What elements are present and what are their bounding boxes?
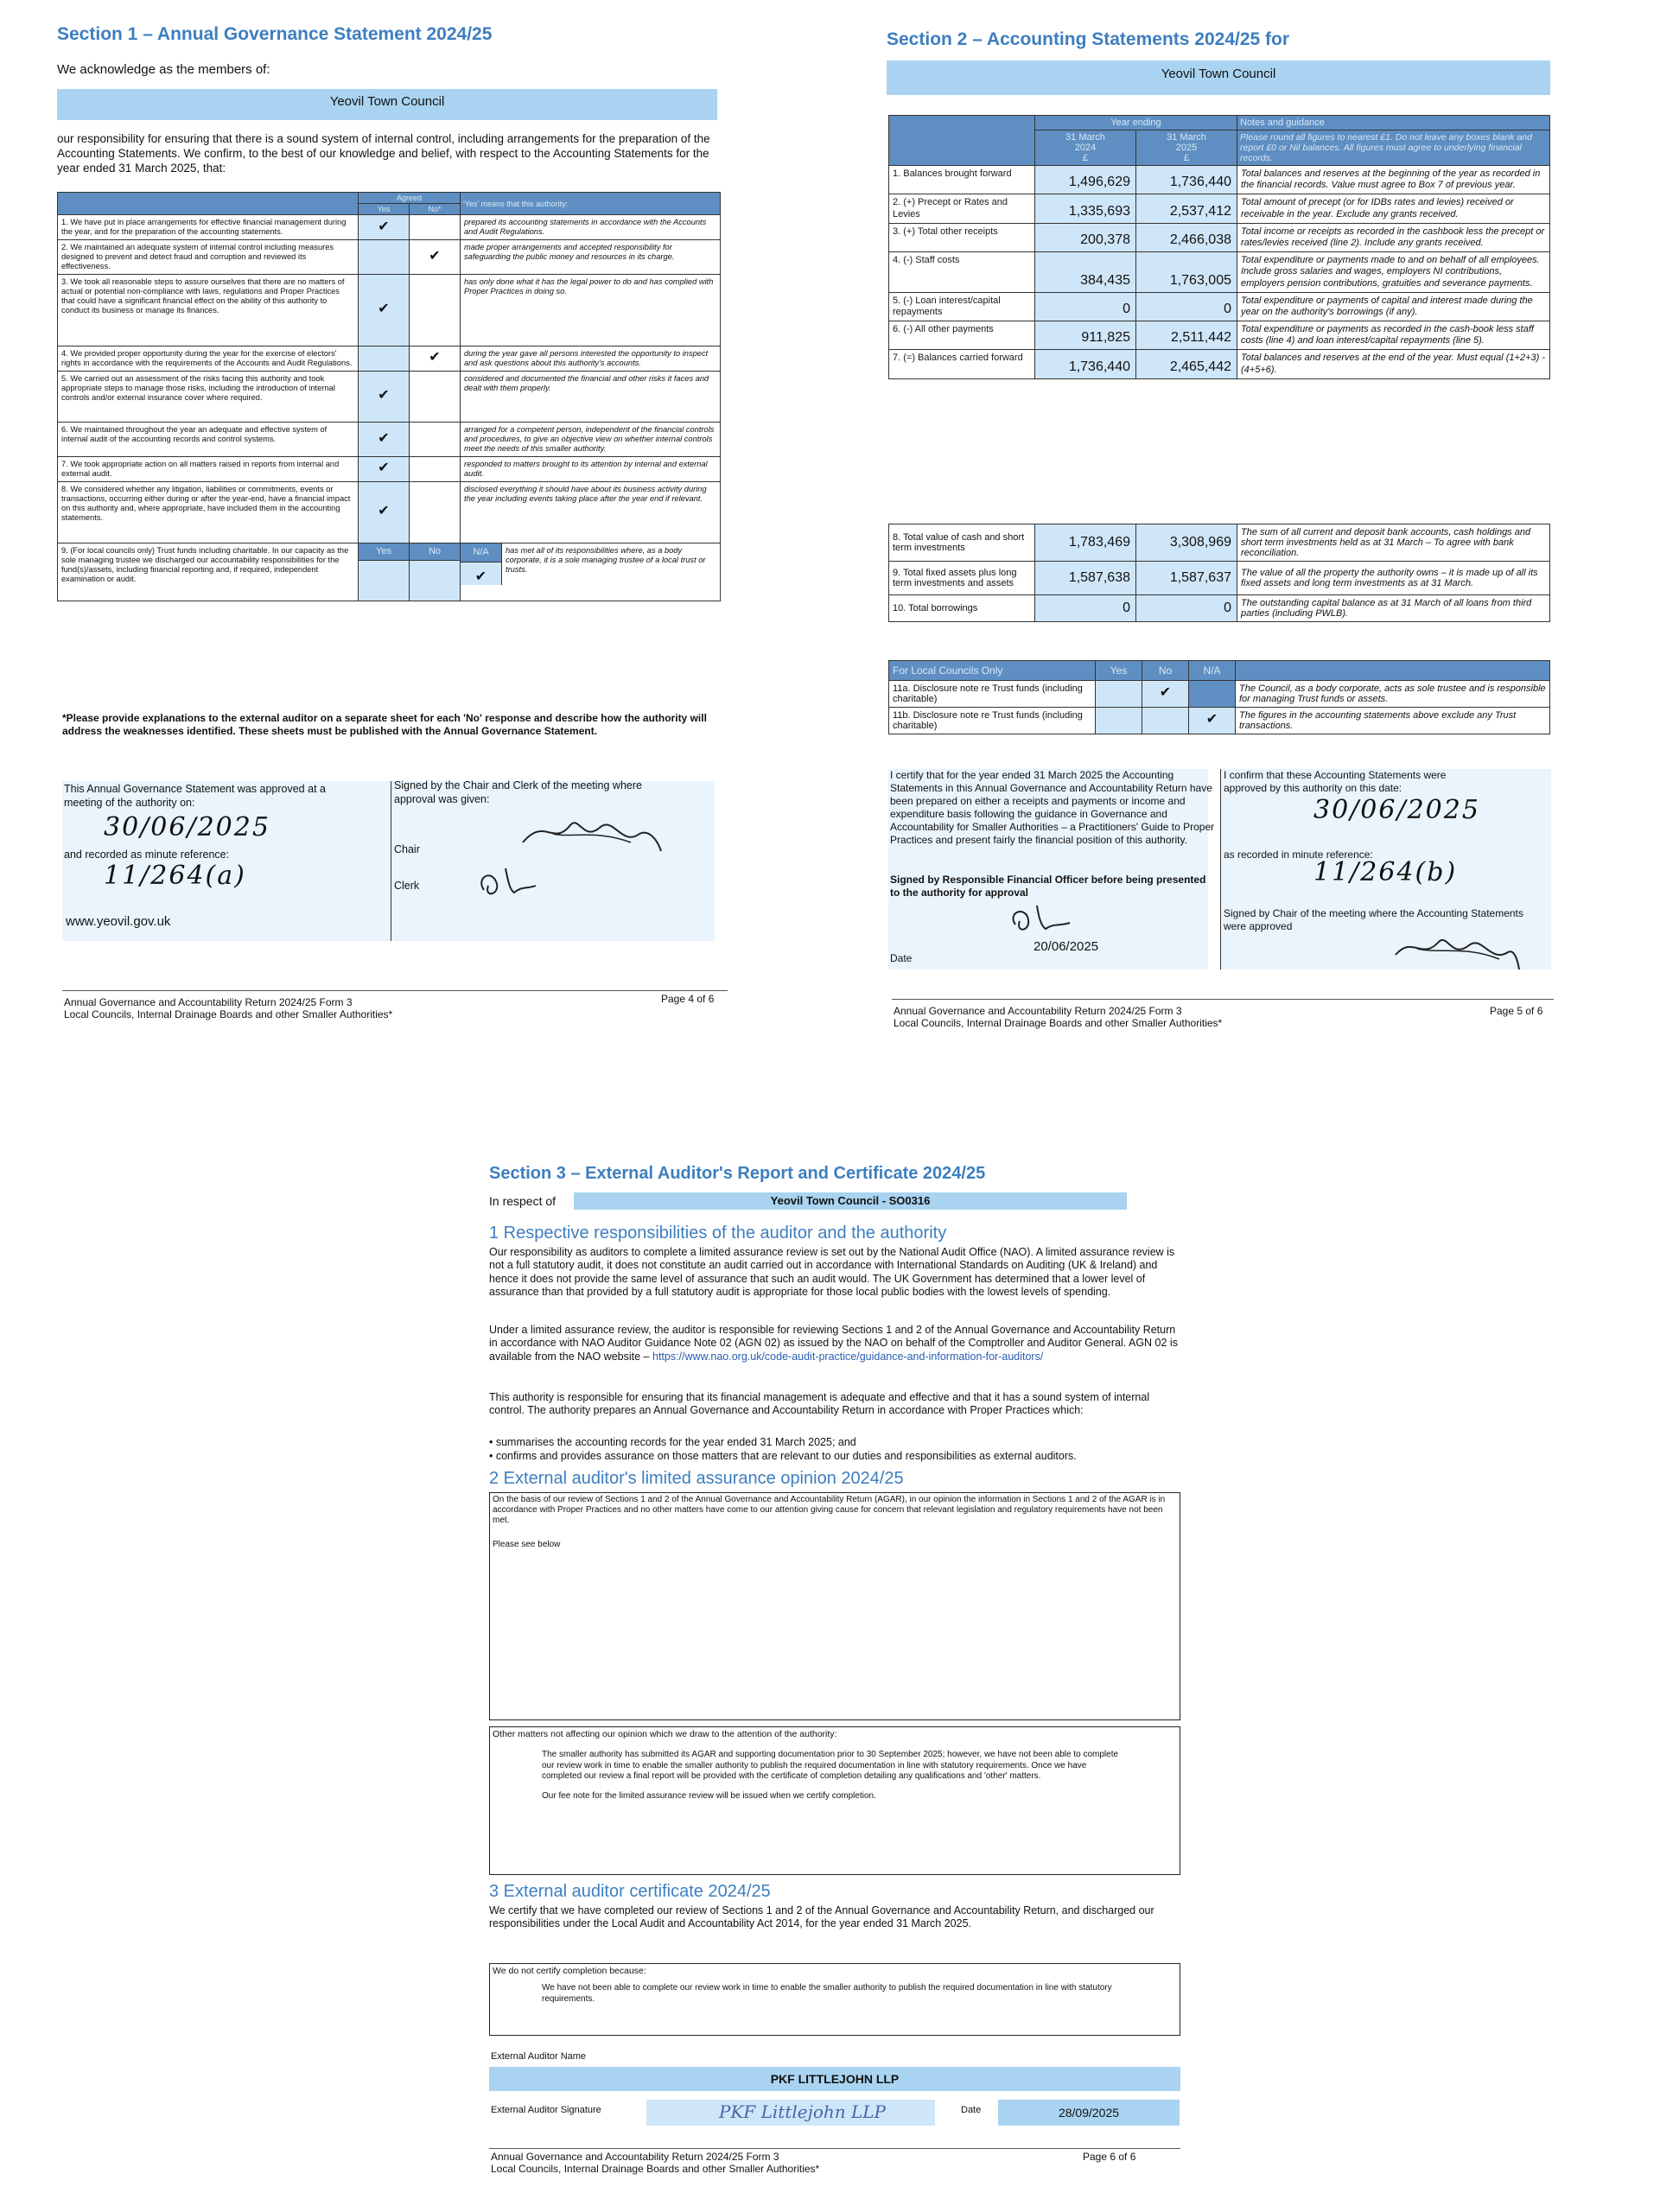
clerk-signature: [467, 860, 553, 903]
local-na-checkbox[interactable]: [1189, 681, 1236, 708]
council-name-band: [57, 89, 717, 120]
opinion-box: [489, 1492, 1180, 1720]
governance-table: [57, 192, 721, 601]
minute-ref: 11/264(a): [104, 861, 246, 891]
other-matters-1: The smaller authority has submitted its AGAR and supporting documentation prior to 30 September 2025; however, we have not been able to complete our review work in time to enable the smaller authority to publish the required documentation in line with statutory requirements. Once we have completed our review a final report will be provided with the certificate of completion detailing any qualifications and 'other' matters.: [542, 1750, 1119, 1781]
meaning-cell: responded to matters brought to its attention by internal and external audit.: [461, 456, 721, 481]
no-checkbox[interactable]: [410, 456, 461, 481]
meaning-cell: made proper arrangements and accepted responsibility for safeguarding the public money and resources in its charge.: [461, 239, 721, 274]
yes-checkbox[interactable]: [359, 346, 410, 371]
trust-na-label: N/A: [461, 543, 502, 562]
table-row: 11a. Disclosure note re Trust funds (including charitable) ✔ The Council, as a body corporate, acts as sole trustee and is responsible for managing Trust funds or assets.: [889, 681, 1550, 708]
table-row: [58, 239, 721, 274]
footer-line1: Annual Governance and Accountability Return 2024/25 Form 3: [894, 1005, 1182, 1017]
auditor-name-band: [489, 2067, 1180, 2091]
footer-line2: Local Councils, Internal Drainage Boards and other Smaller Authorities*: [64, 1008, 393, 1020]
yes-checkbox[interactable]: ✔: [359, 274, 410, 346]
yes-checkbox[interactable]: ✔: [359, 481, 410, 543]
footer-line2: Local Councils, Internal Drainage Boards and other Smaller Authorities*: [491, 2163, 820, 2175]
auditor-signature-label: External Auditor Signature: [491, 2105, 601, 2115]
yes-checkbox[interactable]: ✔: [359, 456, 410, 481]
auditor-date: 28/09/2025: [1058, 2106, 1120, 2120]
trust-yes-label: Yes: [359, 543, 410, 560]
value-2024[interactable]: 1,736,440: [1035, 350, 1136, 378]
statement-cell: 2. We maintained an adequate system of internal control including measures designed to prevent and detect fraud and corruption and reviewed its effectiveness.: [58, 239, 359, 274]
chair-signature: [1391, 925, 1521, 976]
value-2025[interactable]: 1,763,005: [1136, 252, 1237, 293]
no-checkbox[interactable]: [410, 371, 461, 422]
no-response-note: *Please provide explanations to the external auditor on a separate sheet for each 'No' response and describe how the authority will address the weaknesses identified. These sheets must be published with the Annual Governance Statement.: [62, 712, 707, 737]
clerk-label: Clerk: [394, 880, 420, 892]
value-2024[interactable]: 1,783,469: [1035, 524, 1136, 562]
value-2024[interactable]: 1,335,693: [1035, 194, 1136, 223]
agreed-header: Agreed: [359, 193, 461, 204]
year-ending-header: Year ending: [1035, 116, 1237, 130]
footer-line1: Annual Governance and Accountability Return 2024/25 Form 3: [491, 2151, 779, 2163]
meaning-cell: has met all of its responsibilities where, as a body corporate, it is a sole managing trustee of a local trust or trusts.: [506, 545, 706, 574]
table-row: [58, 346, 721, 371]
table-row: [58, 422, 721, 456]
table-row: 7. (=) Balances carried forward 1,736,440 2,465,442 Total balances and reserves at the end of the year. Must equal (1+2+3) - (4+5+6).: [889, 350, 1550, 378]
value-2025[interactable]: 2,465,442: [1136, 350, 1237, 378]
heading-opinion: 2 External auditor's limited assurance opinion 2024/25: [489, 1469, 904, 1488]
yes-checkbox[interactable]: [359, 239, 410, 274]
no-checkbox[interactable]: ✔: [410, 239, 461, 274]
yes-checkbox[interactable]: ✔: [359, 371, 410, 422]
no-checkbox[interactable]: [410, 215, 461, 240]
council-name: Yeovil Town Council: [1161, 67, 1276, 81]
value-2024[interactable]: 911,825: [1035, 321, 1136, 350]
meaning-cell: has only done what it has the legal power to do and has complied with Proper Practices in doing so.: [461, 274, 721, 346]
not-certify-text: We have not been able to complete our review work in time to enable the smaller authority to publish the required documentation in line with statutory requirements.: [542, 1983, 1112, 2004]
signed-rfo-text: Signed by Responsible Financial Officer before being presented to the authority for approval: [890, 874, 1206, 899]
trust-no-checkbox[interactable]: [410, 560, 461, 601]
auditor-signature-field: [646, 2100, 935, 2126]
table-row: 9. Total fixed assets plus long term investments and assets 1,587,638 1,587,637 The value of all the property the authority owns – it is made up of all its fixed assets and long term investments as at 31 March.: [889, 562, 1550, 595]
chair-label: Chair: [394, 843, 420, 855]
confirm-text: I confirm that these Accounting Statements were approved by this authority on this date:: [1224, 769, 1447, 794]
certify-text: I certify that for the year ended 31 March 2025 the Accounting Statements in this Annual Governance and Accountability Return have been prepared on either a receipts and payments or income and expenditure basis following the guidance in Governance and Accountability for Smaller Authorities – a Practitioners' Guide to Proper Practices and present fairly the financial position of this authority.: [890, 769, 1215, 846]
table-row: 4. (-) Staff costs 384,435 1,763,005 Total expenditure or payments made to and on behalf of all employees. Include gross salaries and wages, employers NI contributions, employers pension contributions, gratuities and severance payments.: [889, 252, 1550, 293]
table-row: [58, 371, 721, 422]
statement-cell: 9. (For local councils only) Trust funds including charitable. In our capacity as the sole managing trustee we discharged our accountability responsibilities for the fund(s)/assets, including financial reporting and, if required, independent examination or audit.: [58, 543, 359, 601]
rfo-signature: [1002, 899, 1080, 937]
value-2024[interactable]: 384,435: [1035, 252, 1136, 293]
notes-subheader: Please round all figures to nearest £1. Do not leave any boxes blank and report £0 or Nil balances. All figures must agree to underlying financial records.: [1237, 130, 1550, 166]
auditor-date-band: [998, 2100, 1180, 2126]
no-checkbox[interactable]: [410, 274, 461, 346]
value-2024[interactable]: 1,587,638: [1035, 562, 1136, 595]
statement-cell: 8. We considered whether any litigation, liabilities or commitments, events or transactions, occurring either during or after the year-end, have a financial impact on this authority and, where appropriate, have included them in the accounting statements.: [58, 481, 359, 543]
col-2025-header: 31 March 2025 £: [1136, 130, 1237, 166]
approved-text: This Annual Governance Statement was approved at a meeting of the authority on:: [64, 783, 326, 809]
other-matters-2: Our fee note for the limited assurance review will be issued when we certify completion.: [542, 1790, 876, 1801]
in-respect-label: In respect of: [489, 1194, 557, 1208]
value-2025[interactable]: 2,511,442: [1136, 321, 1237, 350]
trust-na-checkbox[interactable]: ✔: [461, 562, 502, 586]
table-row: [58, 274, 721, 346]
value-2025[interactable]: 0: [1136, 595, 1237, 622]
signed-chair-text: Signed by Chair of the meeting where the Accounting Statements were approved: [1224, 907, 1523, 932]
value-2025[interactable]: 2,537,412: [1136, 194, 1237, 223]
meaning-cell: during the year gave all persons interested the opportunity to inspect and ask questions about this authority's accounts.: [461, 346, 721, 371]
value-2024[interactable]: 200,378: [1035, 223, 1136, 251]
trust-yes-checkbox[interactable]: [359, 560, 410, 601]
acknowledge-text: We acknowledge as the members of:: [57, 62, 270, 77]
council-name: Yeovil Town Council - SO0316: [770, 1194, 931, 1207]
no-checkbox[interactable]: ✔: [410, 346, 461, 371]
table-row: 10. Total borrowings 0 0 The outstanding capital balance as at 31 March of all loans from third parties (including PWLB).: [889, 595, 1550, 622]
no-header: No*: [410, 204, 461, 215]
statement-cell: 6. We maintained throughout the year an adequate and effective system of internal audit of the accounting records and control systems.: [58, 422, 359, 456]
col-2024-header: 31 March 2024 £: [1035, 130, 1136, 166]
minute-text: as recorded in minute reference:: [1224, 849, 1373, 861]
notes-header: Notes and guidance: [1237, 116, 1550, 130]
footer-line2: Local Councils, Internal Drainage Boards and other Smaller Authorities*: [894, 1017, 1223, 1029]
date-label: Date: [961, 2105, 982, 2115]
value-2025[interactable]: 1,736,440: [1136, 166, 1237, 194]
page-number: Page 4 of 6: [661, 993, 715, 1005]
assets-table: [888, 524, 1550, 622]
bullet-2: • confirms and provides assurance on those matters that are relevant to our duties and responsibilities as external auditors.: [489, 1450, 1077, 1462]
value-2025[interactable]: 1,587,637: [1136, 562, 1237, 595]
table-row: 8. Total value of cash and short term investments 1,783,469 3,308,969 The sum of all current and deposit bank accounts, cash holdings and short term investments held as at 31 March – To agree with bank reconciliation.: [889, 524, 1550, 562]
no-checkbox[interactable]: [410, 481, 461, 543]
section3-title: Section 3 – External Auditor's Report and Certificate 2024/25: [489, 1164, 986, 1183]
means-header: 'Yes' means that this authority:: [461, 193, 721, 215]
footer-rule: [892, 999, 1554, 1000]
paragraph-1: Our responsibility as auditors to complete a limited assurance review is set out by the National Audit Office (NAO). A limited assurance review is not a full statutory audit, it does not constitute an audit carried out in accordance with International Standards on Auditing (UK & Ireland) and hence it does not provide the same level of assurance that such an audit would. The UK Government has determined that a lower level of assurance than that provided by a full statutory audit is appropriate for those local public bodies with the lowest levels of spending.: [489, 1246, 1175, 1299]
paragraph-3: This authority is responsible for ensuring that its financial management is adequate and effective and that it has a sound system of internal control. The authority prepares an Annual Governance and Accountability Return in accordance with Proper Practices which:: [489, 1391, 1150, 1417]
local-no-checkbox[interactable]: [1142, 708, 1189, 734]
trust-no-label: No: [410, 543, 461, 560]
intro-text: our responsibility for ensuring that there is a sound system of internal control, including arrangements for the preparation of the Accounting Statements. We confirm, to the best of our knowledge and belief, with respect to the Accounting Statements for the year ended 31 March 2025, that:: [57, 132, 710, 175]
footer-rule: [489, 2148, 1180, 2149]
date-label: Date: [890, 952, 913, 964]
value-2025[interactable]: 2,466,038: [1136, 223, 1237, 251]
value-2024[interactable]: 0: [1035, 292, 1136, 321]
signed-text: Signed by the Chair and Clerk of the meeting where approval was given:: [394, 779, 642, 805]
table-row: 1. Balances brought forward 1,496,629 1,736,440 Total balances and reserves at the beginning of the year as recorded in the financial records. Value must agree to Box 7 of previous year.: [889, 166, 1550, 194]
no-checkbox[interactable]: [410, 422, 461, 456]
auditor-signature: PKF Littlejohn LLP: [719, 2101, 886, 2122]
local-na-checkbox[interactable]: ✔: [1189, 708, 1236, 734]
bullet-1: • summarises the accounting records for the year ended 31 March 2025; and: [489, 1436, 856, 1448]
statement-cell: 4. We provided proper opportunity during the year for the exercise of electors' rights in accordance with the requirements of the Accounts and Audit Regulations.: [58, 346, 359, 371]
table-row: 5. (-) Loan interest/capital repayments 0 0 Total expenditure or payments of capital and interest made during the year on the authority's borrowings (if any).: [889, 292, 1550, 321]
value-2025[interactable]: 3,308,969: [1136, 524, 1237, 562]
yes-header: Yes: [359, 204, 410, 215]
not-certify-label: We do not certify completion because:: [493, 1966, 646, 1976]
minute-ref: 11/264(b): [1313, 857, 1458, 887]
council-name: Yeovil Town Council: [329, 94, 445, 109]
auditor-name-label: External Auditor Name: [491, 2051, 587, 2062]
chair-signature: [518, 808, 665, 860]
table-row: 2. (+) Precept or Rates and Levies 1,335,693 2,537,412 Total amount of precept (or for IDBs rates and levies) received or receivable in the year. Exclude any grants received.: [889, 194, 1550, 223]
not-certify-box: [489, 1963, 1180, 2036]
yes-checkbox[interactable]: ✔: [359, 215, 410, 240]
table-row-trust: [58, 543, 721, 560]
footer-rule: [62, 990, 728, 991]
certificate-text: We certify that we have completed our review of Sections 1 and 2 of the Annual Governance and Accountability Return, and discharged our responsibilities under the Local Audit and Accountability Act 2014, for the year ended 31 March 2025.: [489, 1904, 1154, 1930]
local-yes-checkbox[interactable]: [1096, 708, 1142, 734]
statement-cell: 7. We took appropriate action on all matters raised in reports from internal and external audit.: [58, 456, 359, 481]
accounting-table: [888, 115, 1550, 379]
local-na-header: N/A: [1189, 661, 1236, 681]
website[interactable]: www.yeovil.gov.uk: [66, 914, 171, 929]
other-matters-label: Other matters not affecting our opinion which we draw to the attention of the authority:: [493, 1729, 837, 1739]
yes-checkbox[interactable]: ✔: [359, 422, 410, 456]
heading-responsibilities: 1 Respective responsibilities of the auditor and the authority: [489, 1224, 947, 1243]
local-councils-table: [888, 660, 1550, 734]
local-yes-header: Yes: [1096, 661, 1142, 681]
local-councils-header: For Local Councils Only: [889, 661, 1096, 681]
table-row: 11b. Disclosure note re Trust funds (including charitable) ✔ The figures in the accounting statements above exclude any Trust transactions.: [889, 708, 1550, 734]
page-number: Page 5 of 6: [1490, 1005, 1543, 1017]
nao-link[interactable]: https://www.nao.org.uk/code-audit-practice/guidance-and-information-for-auditors/: [652, 1350, 1044, 1363]
heading-certificate: 3 External auditor certificate 2024/25: [489, 1882, 771, 1901]
meaning-cell: prepared its accounting statements in accordance with the Accounts and Audit Regulations.: [461, 215, 721, 240]
table-row: [58, 481, 721, 543]
page-number: Page 6 of 6: [1083, 2151, 1136, 2163]
value-2024[interactable]: 0: [1035, 595, 1136, 622]
statement-cell: 3. We took all reasonable steps to assure ourselves that there are no matters of actual or potential non-compliance with laws, regulations and Proper Practices that could have a significant financial effect on the ability of this authority to conduct its business or manage its finances.: [58, 274, 359, 346]
rfo-date: 20/06/2025: [1034, 939, 1099, 954]
approved-date: 30/06/2025: [1313, 795, 1480, 825]
opinion-text: On the basis of our review of Sections 1 and 2 of the Annual Governance and Accountability Return (AGAR), in our opinion the information in Sections 1 and 2 of the AGAR is in accordance with Proper Practices and no other matters have come to our attention giving cause for concern that relevant legislation and regulatory requirements have not been met.: [493, 1495, 1166, 1525]
meaning-cell: disclosed everything it should have about its business activity during the year including events taking place after the year end if relevant.: [461, 481, 721, 543]
table-row: 3. (+) Total other receipts 200,378 2,466,038 Total income or receipts as recorded in the cashbook less the precept or rates/levies received (line 2). Include any grants received.: [889, 223, 1550, 251]
council-band: [574, 1192, 1127, 1210]
table-row: 6. (-) All other payments 911,825 2,511,442 Total expenditure or payments as recorded in the cash-book less staff costs (line 4) and loan interest/capital repayments (line 5).: [889, 321, 1550, 350]
paragraph-2: Under a limited assurance review, the auditor is responsible for reviewing Sections 1 and 2 of the Annual Governance and Accountability Return in accordance with NAO Auditor Guidance Note 02 (AGN 02) as issued by the NAO on behalf of the Comptroller and Auditor General. AGN 02 is available from the NAO website – https://www.nao.org.uk/code-audit-practice/guidance-and-information-for-auditors/: [489, 1324, 1178, 1363]
local-no-checkbox[interactable]: ✔: [1142, 681, 1189, 708]
value-2025[interactable]: 0: [1136, 292, 1237, 321]
see-below-text: Please see below: [493, 1540, 561, 1549]
council-name-band: [887, 60, 1550, 95]
table-row: [58, 456, 721, 481]
footer-line1: Annual Governance and Accountability Return 2024/25 Form 3: [64, 996, 353, 1008]
section1-title: Section 1 – Annual Governance Statement 2024/25: [57, 24, 493, 44]
local-no-header: No: [1142, 661, 1189, 681]
other-matters-box: [489, 1726, 1180, 1875]
minute-text: and recorded as minute reference:: [64, 849, 230, 861]
value-2024[interactable]: 1,496,629: [1035, 166, 1136, 194]
meaning-cell: arranged for a competent person, independent of the financial controls and procedures, to give an objective view on whether internal controls meet the needs of this smaller authority.: [461, 422, 721, 456]
auditor-name: PKF LITTLEJOHN LLP: [770, 2072, 900, 2086]
approved-date: 30/06/2025: [104, 812, 270, 842]
statement-cell: 5. We carried out an assessment of the risks facing this authority and took appropriate steps to manage those risks, including the introduction of internal controls and/or external insurance cover where required.: [58, 371, 359, 422]
local-yes-checkbox[interactable]: [1096, 681, 1142, 708]
table-row: [58, 215, 721, 240]
statement-cell: 1. We have put in place arrangements for effective financial management during the year, and for the preparation of the accounting statements.: [58, 215, 359, 240]
meaning-cell: considered and documented the financial and other risks it faces and dealt with them properly.: [461, 371, 721, 422]
section2-title: Section 2 – Accounting Statements 2024/25 for: [887, 29, 1290, 49]
